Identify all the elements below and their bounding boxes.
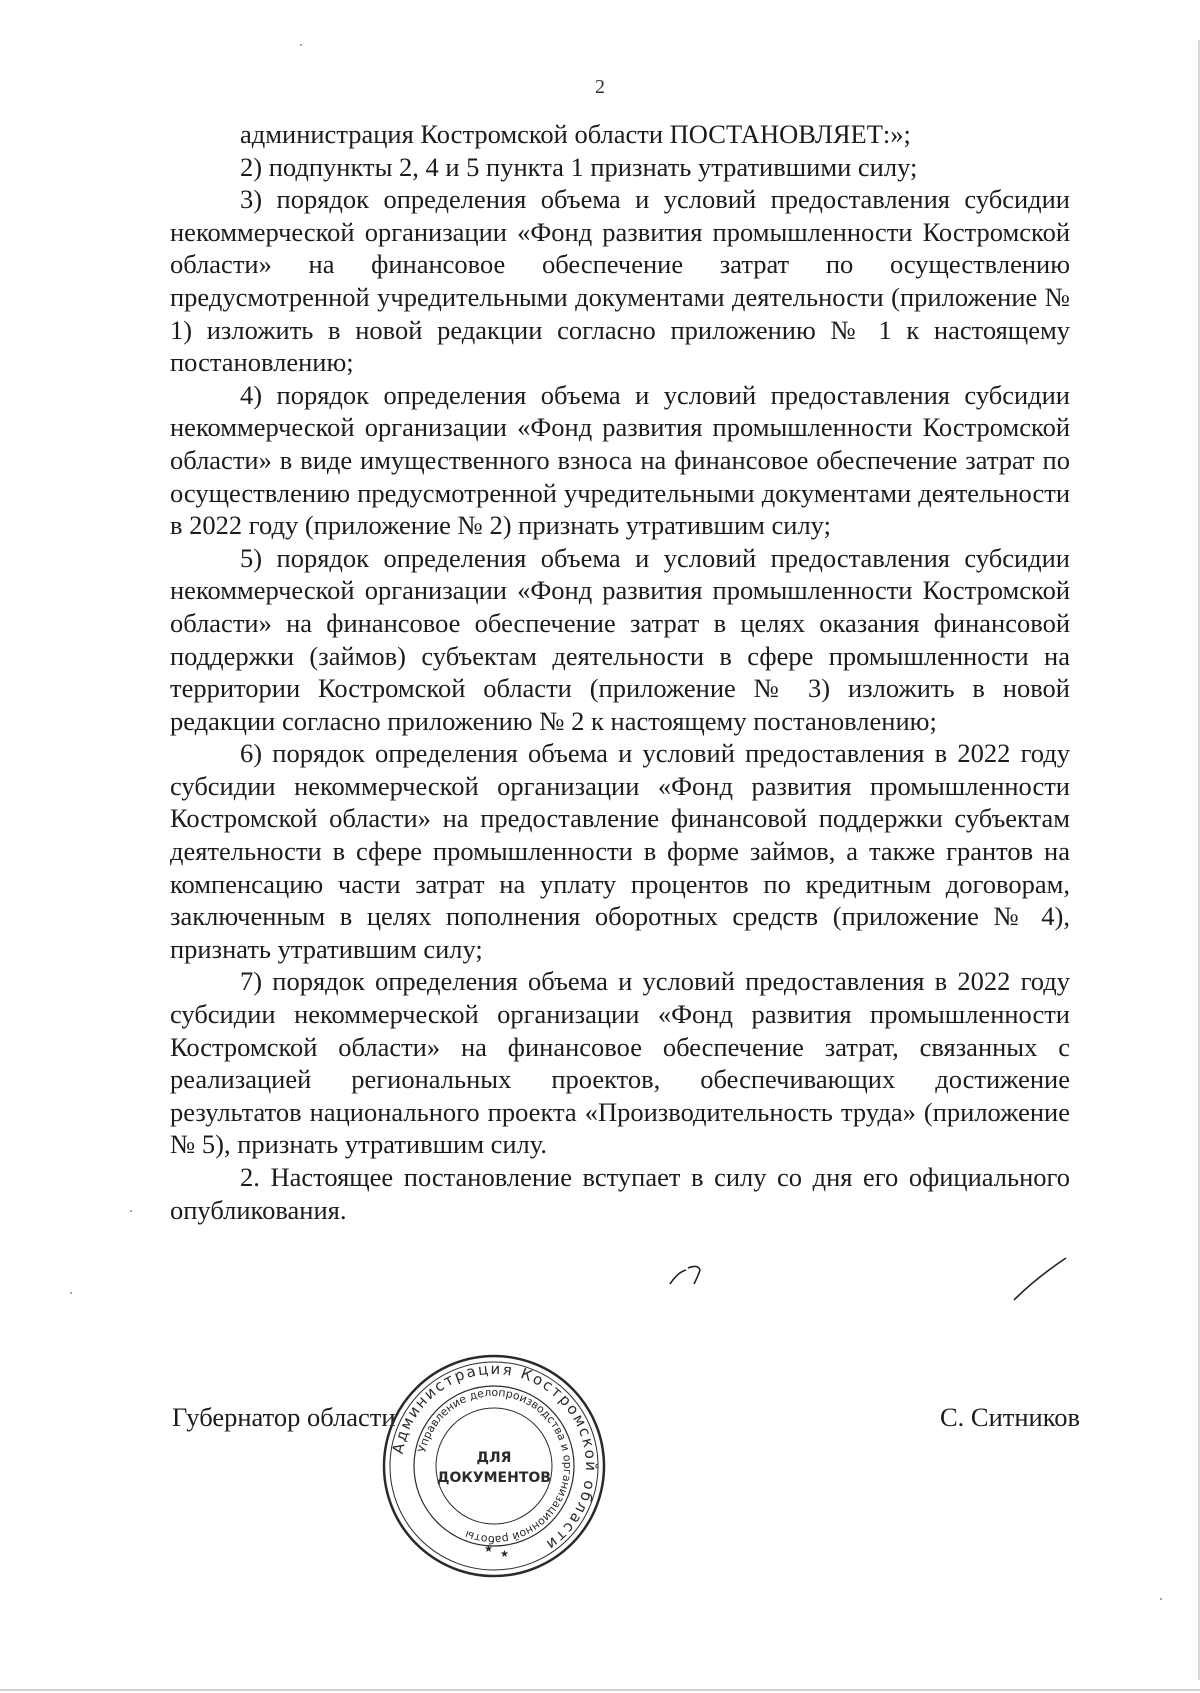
signature-block: [172, 1402, 1080, 1442]
page-number: 2: [595, 76, 605, 98]
scan-edge-bottom: [0, 1689, 1200, 1691]
svg-text:★: ★: [500, 1549, 509, 1560]
paragraph-item-7: 7) порядок определения объема и условий предоставления в 2022 году субсидии некоммерческой организации «Фонд развития промышленности Костромской области» на финансовое обеспечение затрат, связанных с реализацией региональных проектов, обеспечивающих достижение результатов национального проекта «Производительность труда» (приложение № 5), признать утратившим силу.: [170, 966, 1070, 1160]
scan-speck: [1160, 1598, 1162, 1600]
paragraph-item-4: 4) порядок определения объема и условий предоставления субсидии некоммерческой организации «Фонд развития промышленности Костромской области» в виде имущественного взноса на финансовое обеспечение затрат по осуществлению предусмотренной учредительными документами деятельности в 2022 году (приложение № 2) признать утратившим силу;: [170, 379, 1070, 541]
handwritten-mark: [668, 1262, 708, 1288]
scan-speck: [130, 1210, 132, 1212]
paragraph-clause-2: 2. Настоящее постановление вступает в силу со дня его официального опубликования.: [170, 1162, 1070, 1225]
signature-stroke: [1010, 1254, 1070, 1304]
official-seal: [380, 1352, 608, 1580]
svg-text:★: ★: [484, 1544, 493, 1555]
svg-text:Администрация Костромской обла: Администрация Костромской области: [388, 1359, 601, 1555]
svg-text:Управление делопроизводства и: Управление делопроизводства и организационной работы: [415, 1385, 575, 1547]
scan-speck: [300, 44, 302, 46]
seal-graphic: [380, 1352, 608, 1580]
signatory-title: Губернатор области: [172, 1402, 396, 1432]
paragraph-item-3: 3) порядок определения объема и условий предоставления субсидии некоммерческой организации «Фонд развития промышленности Костромской области» на финансовое обеспечение затрат по осуществлению предусмотренной учредительными документами деятельности (приложение № 1) изложить в новой редакции согласно приложению № 1 к настоящему постановлению;: [170, 184, 1070, 378]
paragraph-item-5: 5) порядок определения объема и условий предоставления субсидии некоммерческой организации «Фонд развития промышленности Костромской области» на финансовое обеспечение затрат в целях оказания финансовой поддержки (займов) субъектам деятельности в сфере промышленности на территории Костромской области (приложение № 3) изложить в новой редакции согласно приложению № 2 к настоящему постановлению;: [170, 542, 1070, 736]
paragraph-intro: администрация Костромской области ПОСТАНОВЛЯЕТ:»;: [240, 119, 911, 149]
signatory-name: С. Ситников: [939, 1402, 1080, 1432]
scan-speck: [70, 1292, 72, 1294]
svg-text:ДЛЯ: ДЛЯ: [476, 1450, 512, 1466]
svg-text:ДОКУМЕНТОВ: ДОКУМЕНТОВ: [437, 1470, 551, 1486]
document-body: [170, 118, 1070, 1226]
paragraph-item-6: 6) порядок определения объема и условий предоставления в 2022 году субсидии некоммерческой организации «Фонд развития промышленности Костромской области» на предоставление финансовой поддержки субъектам деятельности в сфере промышленности в форме займов, а также грантов на компенсацию части затрат на уплату процентов по кредитным договорам, заключенным в целях пополнения оборотных средств (приложение № 4), признать утратившим силу;: [170, 738, 1070, 964]
paragraph-item-2: 2) подпункты 2, 4 и 5 пункта 1 признать утратившими силу;: [240, 151, 918, 182]
